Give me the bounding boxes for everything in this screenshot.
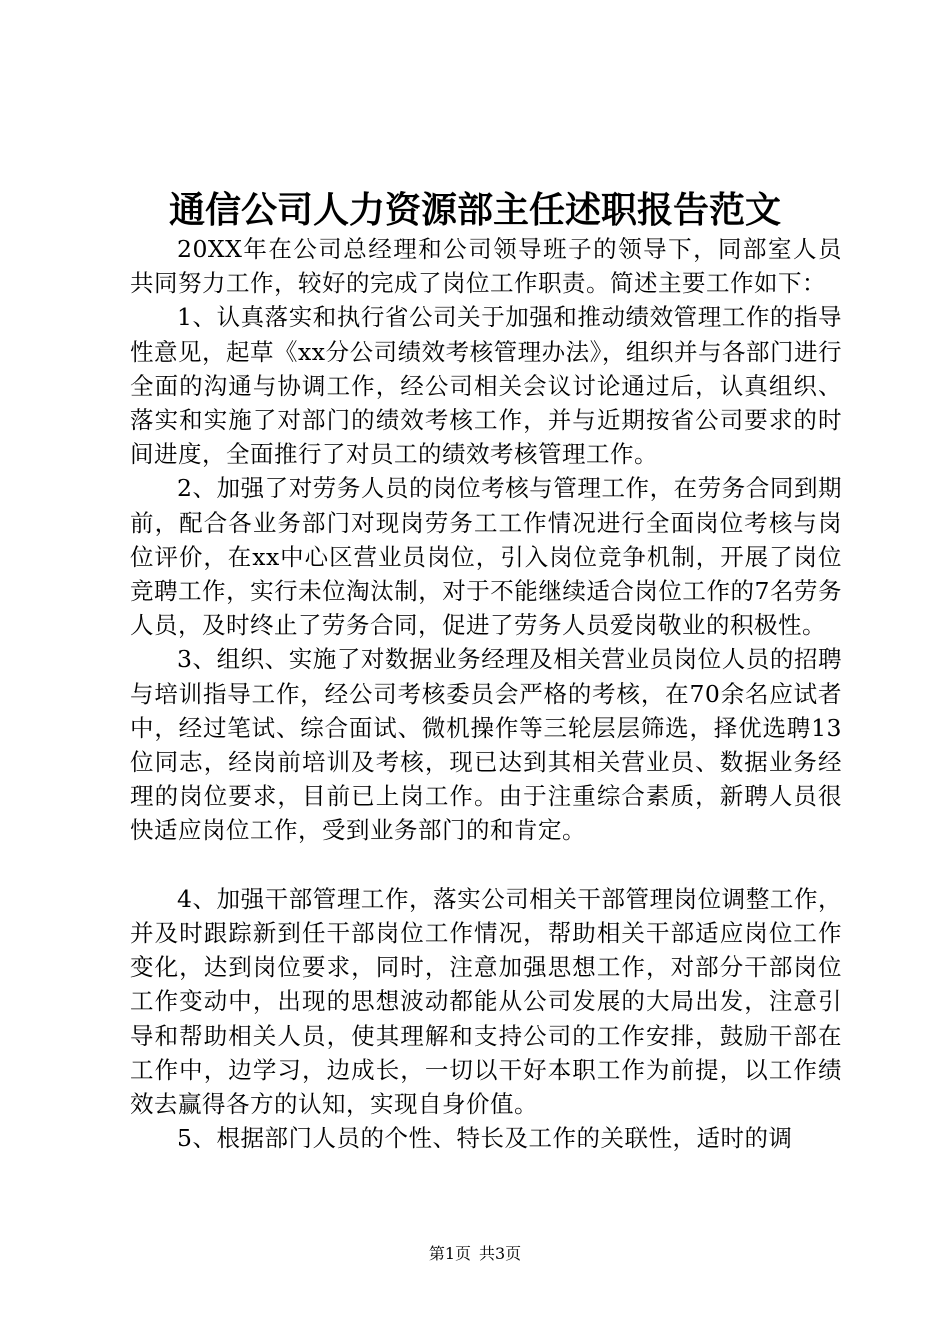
paragraph-item-3: 3、组织、实施了对数据业务经理及相关营业员岗位人员的招聘与培训指导工作，经公司考核委员会严格的考核，在70余名应试者中，经过笔试、综合面试、微机操作等三轮层层筛选，择优选聘13位同志，经岗前培训及考核，现已达到其相关营业员、数据业务经理的岗位要求，目前已上岗工作。由于注重综合素质，新聘人员很快适应岗位工作，受到业务部门的和肯定。 xyxy=(130,645,842,845)
page-total: 共3页 xyxy=(479,1244,522,1263)
paragraph-item-4: 4、加强干部管理工作，落实公司相关干部管理岗位调整工作，并及时跟踪新到任干部岗位工作情况，帮助相关干部适应岗位工作变化，达到岗位要求，同时，注意加强思想工作，对部分干部岗位工作变动中，出现的思想波动都能从公司发展的大局出发，注意引导和帮助相关人员，使其理解和支持公司的工作安排，鼓励干部在工作中，边学习，边成长，一切以干好本职工作为前提，以工作绩效去赢得各方的认知，实现自身价值。 xyxy=(130,884,842,1119)
paragraph-item-1: 1、认真落实和执行省公司关于加强和推动绩效管理工作的指导性意见，起草《xx分公司绩效考核管理办法》，组织并与各部门进行全面的沟通与协调工作，经公司相关会议讨论通过后，认真组织、落实和实施了对部门的绩效考核工作，并与近期按省公司要求的时间进度，全面推行了对员工的绩效考核管理工作。 xyxy=(130,303,842,469)
paragraph-intro: 20XX年在公司总经理和公司领导班子的领导下，同部室人员共同努力工作，较好的完成了岗位工作职责。简述主要工作如下： xyxy=(130,235,842,298)
page-footer xyxy=(0,1243,950,1265)
paragraph-item-5: 5、根据部门人员的个性、特长及工作的关联性，适时的调 xyxy=(177,1124,793,1153)
paragraph-item-2: 2、加强了对劳务人员的岗位考核与管理工作，在劳务合同到期前，配合各业务部门对现岗劳务工工作情况进行全面岗位考核与岗位评价，在xx中心区营业员岗位，引入岗位竞争机制，开展了岗位竞聘工作，实行未位淘汰制，对于不能继续适合岗位工作的7名劳务人员，及时终止了劳务合同，促进了劳务人员爱岗敬业的积极性。 xyxy=(130,474,842,640)
document-title: 通信公司人力资源部主任述职报告范文 xyxy=(168,189,781,231)
paragraph-gap xyxy=(130,848,842,882)
document-body xyxy=(130,232,842,1155)
page-number: 第1页 xyxy=(428,1244,471,1263)
